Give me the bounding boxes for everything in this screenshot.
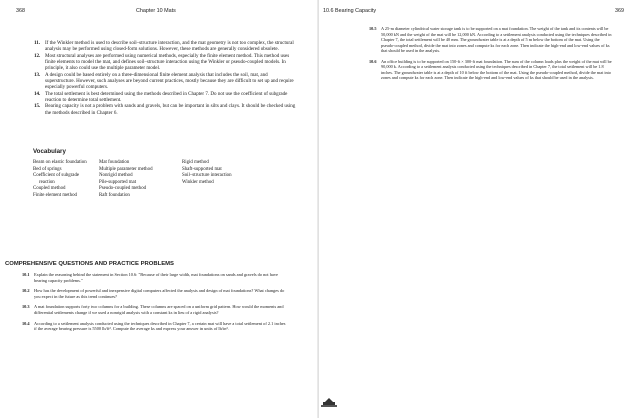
problem-item bbox=[22, 288, 288, 299]
summary-item bbox=[34, 72, 296, 91]
vocabulary-term: Nonrigid method bbox=[99, 173, 133, 179]
problem-number: 10.2 bbox=[22, 288, 30, 294]
vocabulary-term: Bed of springs bbox=[33, 166, 62, 172]
summary-number: 12. bbox=[34, 52, 41, 59]
summary-text: Most structural analyses are performed using numerical methods, especially the finite element method. This method uses finite elements to model the mat, and defines soil–structure interaction using the Winkler or pseudo-coupled models. In principle, it also could use the multiple parameter model. bbox=[45, 52, 290, 72]
vocabulary-table bbox=[33, 160, 282, 199]
vocabulary-term: reaction bbox=[39, 179, 55, 185]
problem-text: Explain the reasoning behind the statement in Section 10.6: "Because of their large width, mat foundations on sands and gravels do not have bearing capacity problems." bbox=[34, 272, 278, 283]
vocabulary-term: Beam on elastic foundation bbox=[33, 160, 87, 165]
summary-text: Bearing capacity is not a problem with sands and gravels, but can be important in silts and clays. It should be checked using the methods described in Chapter 6. bbox=[45, 103, 296, 116]
problem-number: 10.4 bbox=[22, 320, 30, 326]
problem-item bbox=[369, 26, 614, 54]
vocabulary-term: Pseudo-coupled method bbox=[99, 186, 147, 192]
problem-item bbox=[22, 304, 288, 315]
problem-text: How has the development of powerful and inexpensive digital computers affected the analysis and design of mat foundations? What changes do you expect in the future as this trend continues? bbox=[34, 288, 285, 299]
summary-text: A design could be based entirely on a three-dimensional finite element analysis that includes the soil, mat, and superstructure. However, such analyses are beyond current practices, mostly because they are difficult to set up and require especially powerful computers. bbox=[45, 71, 294, 91]
vocabulary-term: Coefficient of subgrade bbox=[33, 173, 80, 179]
left-page bbox=[0, 0, 318, 418]
vocabulary-term bbox=[182, 193, 282, 200]
problems-title: COMPREHENSIVE QUESTIONS AND PRACTICE PROBLEMS bbox=[5, 261, 174, 267]
vocabulary-title: Vocabulary bbox=[33, 148, 66, 155]
vocabulary-term: Shaft-supported mat bbox=[182, 166, 222, 172]
problem-text: A mat foundation supports forty two columns for a building. These columns are spaced on a uniform grid pattern. How would the moments and differential settlements change if we used a nonrigid analysis with a constant ks in lieu of a rigid analysis? bbox=[34, 304, 284, 315]
summary-item bbox=[34, 53, 296, 72]
vocabulary-term: Rigid method bbox=[182, 160, 209, 165]
vocabulary-term: Multiple parameter method bbox=[99, 166, 153, 172]
running-head-left: Chapter 10 Mats bbox=[136, 8, 176, 14]
right-problems-list bbox=[369, 26, 614, 86]
vocabulary-term: Pile-supported mat bbox=[99, 179, 137, 185]
vocabulary-term: Mat foundation bbox=[99, 160, 130, 165]
vocabulary-term: Soil–structure interaction bbox=[182, 173, 232, 179]
page-number-right: 369 bbox=[615, 8, 624, 14]
vocabulary-term: Coupled method bbox=[33, 186, 66, 192]
running-head-right: 10.6 Bearing Capacity bbox=[323, 8, 377, 14]
problem-item bbox=[369, 59, 614, 81]
problem-number: 10.1 bbox=[22, 272, 30, 277]
problem-text: According to a settlement analysis conducted using the techniques described in Chapter 7, a certain mat will have a total settlement of 2.1 inches if the average bearing pressure is 5500 lb/ft². Compute the average ks and express your answer in units of lb/in³. bbox=[34, 320, 286, 332]
summary-number: 15. bbox=[34, 103, 41, 110]
right-page bbox=[319, 0, 638, 418]
page-number-left: 368 bbox=[16, 8, 25, 14]
problem-number: 10.6 bbox=[369, 58, 377, 64]
vocabulary-term: Finite element method bbox=[33, 192, 78, 198]
vocabulary-row bbox=[33, 193, 282, 200]
binding-mark bbox=[319, 386, 339, 410]
problem-number: 10.5 bbox=[369, 26, 377, 31]
summary-number: 13. bbox=[34, 71, 41, 78]
summary-item bbox=[34, 40, 296, 53]
vocabulary-term: Raft foundation bbox=[99, 192, 130, 198]
problem-text: A 25-m diameter cylindrical water storage tank is to be supported on a mat foundation. The weight of the tank and its contents will be 50,000 kN and the weight of the mat will be 12,000 kN. According to a settlement analysis conducted using the techniques described in Chapter 7, the total settlement will be 40 mm. The groundwater table is at a depth of 5 m below the bottom of the mat. Using the pseudo-coupled method, divide the mat into zones and compute ks for each zone. Then indicate the high-end and low-end values of ks that should be used in the analysis. bbox=[381, 26, 612, 54]
problem-item bbox=[22, 321, 288, 332]
summary-text: The total settlement is best determined using the methods described in Chapter 7. Do not use the coefficient of subgrade reaction to determine total settlement. bbox=[45, 90, 288, 104]
problem-text: An office building is to be supported on 150-ft × 300-ft mat foundation. The sum of the column loads plus the weight of the mat will be 90,000 k. According to a settlement analysis conducted using the techniques described in Chapter 7, the total settlement will be 1.8 inches. The groundwater table is at a depth of 10 ft below the bottom of the mat. Using the pseudo-coupled method, divide the mat into zones and compute ks for each zone. Then indicate the high-end and low-end values of ks that should be used in the analysis. bbox=[381, 58, 612, 81]
summary-item bbox=[34, 91, 296, 104]
problem-item bbox=[22, 272, 288, 283]
problem-number: 10.3 bbox=[22, 304, 30, 310]
left-problems-list bbox=[22, 272, 288, 337]
vocabulary-term: Winkler method bbox=[182, 179, 214, 185]
summary-list bbox=[34, 40, 296, 116]
summary-item bbox=[34, 103, 296, 116]
summary-number: 14. bbox=[34, 90, 41, 97]
summary-number: 11. bbox=[34, 40, 41, 46]
summary-text: If the Winkler method is used to describe soil–structure interaction, and the mat geometry is not too complex, the structural analysis may be performed using closed-form solutions. However, these methods are generally considered obsolete. bbox=[45, 40, 294, 53]
